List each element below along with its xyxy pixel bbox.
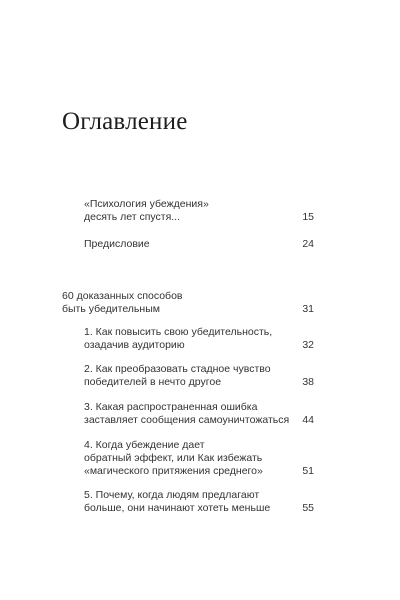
toc-entry-page: 24 <box>302 238 314 250</box>
toc-entry-text: Предисловие <box>84 238 150 250</box>
toc-entry-page: 38 <box>302 376 314 388</box>
toc-entry-text: 4. Когда убеждение дает обратный эффект, или Как избежать «магического притяжения среднего» <box>84 439 263 477</box>
toc-entry-page: 31 <box>302 303 314 315</box>
toc-entry-6 <box>0 439 400 494</box>
toc-entry-text: 5. Почему, когда людям предлагают больше, они начинают хотеть меньше <box>84 489 271 514</box>
toc-entry-1 <box>0 238 400 256</box>
toc-entry-page: 32 <box>302 339 314 351</box>
toc-entry-2 <box>0 290 400 330</box>
toc-entry-4 <box>0 363 400 403</box>
toc-entry-page: 51 <box>302 465 314 477</box>
toc-entry-7 <box>0 489 400 529</box>
toc-entry-text: «Психология убеждения» десять лет спустя... <box>84 198 209 223</box>
toc-entry-text: 2. Как преобразовать стадное чувство победителей в нечто другое <box>84 363 271 388</box>
toc-entry-text: 3. Какая распространенная ошибка заставляет сообщения самоуничтожаться <box>84 401 290 426</box>
toc-entry-5 <box>0 401 400 441</box>
toc-entry-text: 60 доказанных способов быть убедительным <box>62 290 183 315</box>
toc-entry-page: 44 <box>302 414 314 426</box>
page-title: Оглавление <box>62 108 188 135</box>
toc-entry-0 <box>0 198 400 238</box>
toc-entry-text: 1. Как повысить свою убедительность, озадачив аудиторию <box>84 326 273 351</box>
toc-entry-3 <box>0 326 400 366</box>
toc-entry-page: 15 <box>302 211 314 223</box>
toc-entry-page: 55 <box>302 502 314 514</box>
